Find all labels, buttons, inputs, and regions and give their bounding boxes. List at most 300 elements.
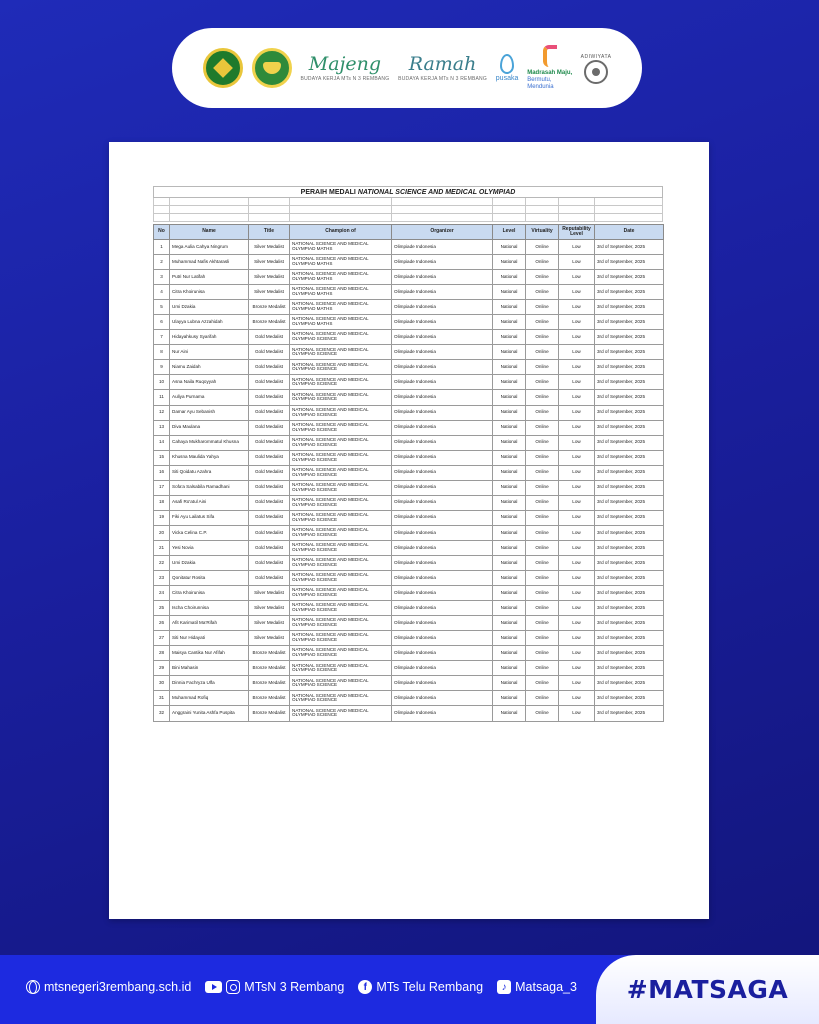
table-cell: Low xyxy=(559,706,595,721)
table-cell: National xyxy=(493,300,526,315)
table-header-row xyxy=(154,225,664,240)
table-cell: Siti Nur Hidayati xyxy=(170,631,249,646)
table-cell: Low xyxy=(559,285,595,300)
table-cell: 3rd of September, 2025 xyxy=(595,601,664,616)
table-cell: Anggraini Yunita Ashfa Puspita xyxy=(170,706,249,721)
table-cell: 3rd of September, 2025 xyxy=(595,465,664,480)
table-cell: Cahaya Mukharommatul Khusna xyxy=(170,435,249,450)
table-cell: 26 xyxy=(154,616,170,631)
table-cell: National xyxy=(493,540,526,555)
table-cell: Low xyxy=(559,691,595,706)
table-row xyxy=(154,405,664,420)
facebook-icon: f xyxy=(358,980,372,994)
table-cell: 14 xyxy=(154,435,170,450)
table-cell: 3rd of September, 2025 xyxy=(595,676,664,691)
table-cell: National xyxy=(493,646,526,661)
table-cell: National xyxy=(493,285,526,300)
table-cell: 3rd of September, 2025 xyxy=(595,255,664,270)
table-cell: Low xyxy=(559,345,595,360)
table-cell: Ulayya Lubna Azzahidah xyxy=(170,315,249,330)
table-cell: NATIONAL SCIENCE AND MEDICAL OLYMPIAD SCIENCE xyxy=(290,345,392,360)
table-cell: NATIONAL SCIENCE AND MEDICAL OLYMPIAD SCIENCE xyxy=(290,420,392,435)
table-cell: 4 xyxy=(154,285,170,300)
table-cell: Olimpiade Indonesia xyxy=(392,360,493,375)
table-cell: National xyxy=(493,555,526,570)
logo-banner xyxy=(172,28,642,108)
table-cell: Low xyxy=(559,480,595,495)
table-cell: 32 xyxy=(154,706,170,721)
table-cell: National xyxy=(493,495,526,510)
table-cell: National xyxy=(493,571,526,586)
table-cell: 3rd of September, 2025 xyxy=(595,390,664,405)
table-cell: Bronze Medalist xyxy=(249,661,290,676)
table-cell: Gold Medalist xyxy=(249,435,290,450)
table-cell: Maisya Cantika Nur Afifah xyxy=(170,646,249,661)
table-cell: 30 xyxy=(154,676,170,691)
table-row xyxy=(154,360,664,375)
table-cell: Silver Medalist xyxy=(249,616,290,631)
table-cell: National xyxy=(493,691,526,706)
table-cell: 3rd of September, 2025 xyxy=(595,330,664,345)
globe-icon xyxy=(26,980,40,994)
table-cell: NATIONAL SCIENCE AND MEDICAL OLYMPIAD SCIENCE xyxy=(290,480,392,495)
table-cell: NATIONAL SCIENCE AND MEDICAL OLYMPIAD SCIENCE xyxy=(290,706,392,721)
pusaka-logo: pusaka xyxy=(496,54,519,82)
table-cell: Bronze Medalist xyxy=(249,315,290,330)
table-cell: 29 xyxy=(154,661,170,676)
table-cell: National xyxy=(493,270,526,285)
table-cell: Online xyxy=(526,435,559,450)
table-cell: NATIONAL SCIENCE AND MEDICAL OLYMPIAD MATHS xyxy=(290,315,392,330)
tiktok-link[interactable] xyxy=(497,980,577,994)
table-cell: Hidayahkusy Syarifah xyxy=(170,330,249,345)
table-cell: 18 xyxy=(154,495,170,510)
table-row xyxy=(154,255,664,270)
table-cell: Ischa Choirunnisa xyxy=(170,601,249,616)
table-cell: NATIONAL SCIENCE AND MEDICAL OLYMPIAD MATHS xyxy=(290,255,392,270)
table-cell: Online xyxy=(526,375,559,390)
table-cell: NATIONAL SCIENCE AND MEDICAL OLYMPIAD SCIENCE xyxy=(290,676,392,691)
table-cell: Siti Qoidatu Azahra xyxy=(170,465,249,480)
table-cell: 3rd of September, 2025 xyxy=(595,360,664,375)
table-cell: Low xyxy=(559,631,595,646)
table-cell: NATIONAL SCIENCE AND MEDICAL OLYMPIAD SCIENCE xyxy=(290,435,392,450)
table-cell: 8 xyxy=(154,345,170,360)
column-header: Virtuality xyxy=(526,225,559,240)
table-row xyxy=(154,315,664,330)
table-cell: National xyxy=(493,435,526,450)
table-row xyxy=(154,300,664,315)
tiktok-icon: ♪ xyxy=(497,980,511,994)
swirl-icon xyxy=(543,45,557,67)
table-cell: Low xyxy=(559,360,595,375)
table-cell: Gold Medalist xyxy=(249,420,290,435)
table-cell: 7 xyxy=(154,330,170,345)
table-row xyxy=(154,240,664,255)
table-cell: NATIONAL SCIENCE AND MEDICAL OLYMPIAD SCIENCE xyxy=(290,405,392,420)
table-cell: Silver Medalist xyxy=(249,601,290,616)
table-cell: Low xyxy=(559,586,595,601)
table-cell: Gold Medalist xyxy=(249,375,290,390)
table-row xyxy=(154,270,664,285)
table-cell: Olimpiade Indonesia xyxy=(392,676,493,691)
table-cell: NATIONAL SCIENCE AND MEDICAL OLYMPIAD MATHS xyxy=(290,240,392,255)
website-link[interactable] xyxy=(26,980,191,994)
table-cell: Afit Karimatil Ma'Rifah xyxy=(170,616,249,631)
table-cell: Olimpiade Indonesia xyxy=(392,255,493,270)
table-cell: NATIONAL SCIENCE AND MEDICAL OLYMPIAD SCIENCE xyxy=(290,616,392,631)
table-cell: Online xyxy=(526,525,559,540)
table-cell: 3rd of September, 2025 xyxy=(595,571,664,586)
table-cell: Low xyxy=(559,300,595,315)
table-row xyxy=(154,330,664,345)
table-cell: Low xyxy=(559,390,595,405)
table-cell: Gold Medalist xyxy=(249,345,290,360)
table-cell: Olimpiade Indonesia xyxy=(392,616,493,631)
table-row xyxy=(154,390,664,405)
table-cell: National xyxy=(493,330,526,345)
table-cell: Bronze Medalist xyxy=(249,300,290,315)
table-cell: NATIONAL SCIENCE AND MEDICAL OLYMPIAD SCIENCE xyxy=(290,555,392,570)
table-cell: Putri Nur Latifah xyxy=(170,270,249,285)
column-header: Title xyxy=(249,225,290,240)
table-cell: Dinnia Fachryza Ulfa xyxy=(170,676,249,691)
table-cell: NATIONAL SCIENCE AND MEDICAL OLYMPIAD SCIENCE xyxy=(290,691,392,706)
table-cell: 9 xyxy=(154,360,170,375)
table-cell: Low xyxy=(559,330,595,345)
table-cell: 19 xyxy=(154,510,170,525)
table-cell: Muhammad Rofiq xyxy=(170,691,249,706)
table-cell: Online xyxy=(526,300,559,315)
blank-rows xyxy=(153,198,663,222)
table-cell: Olimpiade Indonesia xyxy=(392,691,493,706)
table-cell: 3rd of September, 2025 xyxy=(595,706,664,721)
table-cell: Low xyxy=(559,571,595,586)
table-row xyxy=(154,586,664,601)
medalists-table xyxy=(153,224,664,722)
table-cell: National xyxy=(493,706,526,721)
table-cell: Gold Medalist xyxy=(249,360,290,375)
table-row xyxy=(154,375,664,390)
table-cell: NATIONAL SCIENCE AND MEDICAL OLYMPIAD SCIENCE xyxy=(290,450,392,465)
table-cell: Online xyxy=(526,390,559,405)
table-cell: NATIONAL SCIENCE AND MEDICAL OLYMPIAD SCIENCE xyxy=(290,661,392,676)
table-cell: Gold Medalist xyxy=(249,495,290,510)
table-cell: Diva Maulana xyxy=(170,420,249,435)
table-cell: 3rd of September, 2025 xyxy=(595,540,664,555)
table-cell: Gold Medalist xyxy=(249,525,290,540)
table-cell: 3rd of September, 2025 xyxy=(595,555,664,570)
table-cell: Gold Medalist xyxy=(249,480,290,495)
table-cell: Online xyxy=(526,510,559,525)
table-cell: 20 xyxy=(154,525,170,540)
table-cell: 3rd of September, 2025 xyxy=(595,285,664,300)
table-cell: 3 xyxy=(154,270,170,285)
table-cell: NATIONAL SCIENCE AND MEDICAL OLYMPIAD MATHS xyxy=(290,285,392,300)
table-cell: Gold Medalist xyxy=(249,571,290,586)
table-cell: 27 xyxy=(154,631,170,646)
table-row xyxy=(154,691,664,706)
table-cell: Olimpiade Indonesia xyxy=(392,270,493,285)
table-row xyxy=(154,435,664,450)
table-cell: Low xyxy=(559,255,595,270)
table-cell: Olimpiade Indonesia xyxy=(392,601,493,616)
table-cell: Gold Medalist xyxy=(249,390,290,405)
table-cell: 11 xyxy=(154,390,170,405)
table-cell: 3rd of September, 2025 xyxy=(595,616,664,631)
table-cell: National xyxy=(493,405,526,420)
table-cell: 6 xyxy=(154,315,170,330)
table-cell: NATIONAL SCIENCE AND MEDICAL OLYMPIAD SCIENCE xyxy=(290,465,392,480)
table-cell: NATIONAL SCIENCE AND MEDICAL OLYMPIAD MATHS xyxy=(290,270,392,285)
website-text: mtsnegeri3rembang.sch.id xyxy=(44,980,192,994)
table-cell: Low xyxy=(559,315,595,330)
table-row xyxy=(154,646,664,661)
table-cell: Low xyxy=(559,540,595,555)
table-cell: Low xyxy=(559,270,595,285)
table-cell: National xyxy=(493,255,526,270)
table-cell: Online xyxy=(526,345,559,360)
table-cell: Bronze Medalist xyxy=(249,646,290,661)
table-cell: NATIONAL SCIENCE AND MEDICAL OLYMPIAD MATHS xyxy=(290,300,392,315)
table-cell: Low xyxy=(559,525,595,540)
table-cell: NATIONAL SCIENCE AND MEDICAL OLYMPIAD SCIENCE xyxy=(290,631,392,646)
table-cell: 3rd of September, 2025 xyxy=(595,525,664,540)
footer-links xyxy=(26,975,577,999)
majeng-logo: Majeng BUDAYA KERJA MTs N 3 REMBANG xyxy=(300,52,390,82)
table-cell: Gold Medalist xyxy=(249,405,290,420)
table-cell: NATIONAL SCIENCE AND MEDICAL OLYMPIAD SCIENCE xyxy=(290,510,392,525)
table-cell: NATIONAL SCIENCE AND MEDICAL OLYMPIAD SCIENCE xyxy=(290,571,392,586)
table-cell: Online xyxy=(526,360,559,375)
table-cell: National xyxy=(493,616,526,631)
table-cell: Olimpiade Indonesia xyxy=(392,240,493,255)
table-cell: Low xyxy=(559,601,595,616)
table-cell: Online xyxy=(526,601,559,616)
table-cell: 23 xyxy=(154,571,170,586)
kemenag-logo xyxy=(203,48,243,88)
table-cell: Olimpiade Indonesia xyxy=(392,465,493,480)
table-cell: 3rd of September, 2025 xyxy=(595,510,664,525)
table-cell: 17 xyxy=(154,480,170,495)
table-cell: Olimpiade Indonesia xyxy=(392,330,493,345)
table-cell: 3rd of September, 2025 xyxy=(595,240,664,255)
table-cell: Yesi Novia xyxy=(170,540,249,555)
table-row xyxy=(154,465,664,480)
table-cell: Silver Medalist xyxy=(249,631,290,646)
column-header: Level xyxy=(493,225,526,240)
youtube-icon xyxy=(205,981,222,993)
table-cell: National xyxy=(493,240,526,255)
youtube-instagram-link[interactable] xyxy=(205,980,344,994)
table-cell: Olimpiade Indonesia xyxy=(392,555,493,570)
column-header: Champion of xyxy=(290,225,392,240)
table-cell: National xyxy=(493,525,526,540)
table-cell: Mega Aulia Cahya Ningrum xyxy=(170,240,249,255)
table-cell: Online xyxy=(526,255,559,270)
table-cell: Low xyxy=(559,465,595,480)
table-cell: Olimpiade Indonesia xyxy=(392,540,493,555)
table-cell: Low xyxy=(559,375,595,390)
table-cell: National xyxy=(493,480,526,495)
table-cell: Olimpiade Indonesia xyxy=(392,706,493,721)
table-cell: Olimpiade Indonesia xyxy=(392,375,493,390)
drop-icon xyxy=(500,54,514,74)
table-cell: NATIONAL SCIENCE AND MEDICAL OLYMPIAD SCIENCE xyxy=(290,601,392,616)
table-cell: 3rd of September, 2025 xyxy=(595,631,664,646)
table-cell: 3rd of September, 2025 xyxy=(595,270,664,285)
table-cell: Online xyxy=(526,691,559,706)
table-cell: Low xyxy=(559,510,595,525)
table-row xyxy=(154,450,664,465)
table-cell: Online xyxy=(526,270,559,285)
table-cell: National xyxy=(493,586,526,601)
table-cell: Fiki Ayu Lailatus Sifa xyxy=(170,510,249,525)
table-cell: Online xyxy=(526,631,559,646)
table-cell: Olimpiade Indonesia xyxy=(392,405,493,420)
table-cell: 10 xyxy=(154,375,170,390)
table-row xyxy=(154,510,664,525)
ramah-logo: Ramah BUDAYA KERJA MTs N 3 REMBANG xyxy=(398,52,487,82)
table-cell: NATIONAL SCIENCE AND MEDICAL OLYMPIAD SCIENCE xyxy=(290,646,392,661)
table-cell: Olimpiade Indonesia xyxy=(392,631,493,646)
table-cell: NATIONAL SCIENCE AND MEDICAL OLYMPIAD SCIENCE xyxy=(290,525,392,540)
table-cell: Online xyxy=(526,450,559,465)
table-cell: Low xyxy=(559,405,595,420)
table-cell: Online xyxy=(526,465,559,480)
table-cell: Olimpiade Indonesia xyxy=(392,435,493,450)
table-cell: NATIONAL SCIENCE AND MEDICAL OLYMPIAD SCIENCE xyxy=(290,390,392,405)
table-cell: 3rd of September, 2025 xyxy=(595,646,664,661)
table-cell: Silver Medalist xyxy=(249,255,290,270)
table-row xyxy=(154,616,664,631)
document-sheet xyxy=(109,142,709,919)
table-row xyxy=(154,285,664,300)
hashtag-label: #MATSAGA xyxy=(626,975,789,1004)
table-cell: 3rd of September, 2025 xyxy=(595,691,664,706)
table-cell: Olimpiade Indonesia xyxy=(392,420,493,435)
table-cell: Gold Medalist xyxy=(249,330,290,345)
table-cell: Bini Mahasin xyxy=(170,661,249,676)
table-cell: Nur Aini xyxy=(170,345,249,360)
table-cell: Asafi Ro'atul Aini xyxy=(170,495,249,510)
table-cell: Bronze Medalist xyxy=(249,691,290,706)
school-logo xyxy=(252,48,292,88)
table-cell: Online xyxy=(526,480,559,495)
table-cell: Low xyxy=(559,616,595,631)
column-header: Organizer xyxy=(392,225,493,240)
table-cell: 1 xyxy=(154,240,170,255)
table-cell: Gold Medalist xyxy=(249,450,290,465)
table-cell: Citra Khoirunisa xyxy=(170,285,249,300)
table-cell: 12 xyxy=(154,405,170,420)
table-cell: Niamu Zaidah xyxy=(170,360,249,375)
table-cell: National xyxy=(493,390,526,405)
table-cell: National xyxy=(493,676,526,691)
table-cell: Damar Ayu Sebanish xyxy=(170,405,249,420)
table-cell: 3rd of September, 2025 xyxy=(595,300,664,315)
table-cell: Low xyxy=(559,646,595,661)
table-cell: Low xyxy=(559,676,595,691)
table-cell: Online xyxy=(526,555,559,570)
table-row xyxy=(154,345,664,360)
table-cell: Online xyxy=(526,586,559,601)
table-cell: 16 xyxy=(154,465,170,480)
table-cell: Low xyxy=(559,661,595,676)
table-cell: 31 xyxy=(154,691,170,706)
table-cell: Online xyxy=(526,571,559,586)
table-row xyxy=(154,525,664,540)
table-title: PERAIH MEDALI NATIONAL SCIENCE AND MEDICAL OLYMPIAD xyxy=(153,186,663,198)
table-cell: 3rd of September, 2025 xyxy=(595,405,664,420)
table-cell: Olimpiade Indonesia xyxy=(392,495,493,510)
table-cell: Online xyxy=(526,240,559,255)
table-cell: Olimpiade Indonesia xyxy=(392,571,493,586)
table-cell: Olimpiade Indonesia xyxy=(392,646,493,661)
table-cell: Silver Medalist xyxy=(249,270,290,285)
table-cell: Low xyxy=(559,435,595,450)
table-cell: Olimpiade Indonesia xyxy=(392,315,493,330)
table-cell: Silver Medalist xyxy=(249,285,290,300)
table-cell: NATIONAL SCIENCE AND MEDICAL OLYMPIAD SCIENCE xyxy=(290,330,392,345)
table-cell: Gold Medalist xyxy=(249,510,290,525)
table-cell: Online xyxy=(526,315,559,330)
table-cell: Muhammad Nafis Akhtarasli xyxy=(170,255,249,270)
table-cell: Low xyxy=(559,495,595,510)
table-cell: 3rd of September, 2025 xyxy=(595,420,664,435)
table-cell: National xyxy=(493,360,526,375)
tiktok-text: Matsaga_3 xyxy=(515,980,577,994)
table-cell: Low xyxy=(559,240,595,255)
column-header: Name xyxy=(170,225,249,240)
table-cell: Qonitatur Rosita xyxy=(170,571,249,586)
table-cell: National xyxy=(493,631,526,646)
table-cell: Sofa'a Salsabila Ramadhani xyxy=(170,480,249,495)
table-row xyxy=(154,495,664,510)
table-cell: National xyxy=(493,375,526,390)
adiwiyata-logo: ADIWIYATA xyxy=(581,51,611,85)
table-cell: NATIONAL SCIENCE AND MEDICAL OLYMPIAD SCIENCE xyxy=(290,375,392,390)
table-cell: Online xyxy=(526,676,559,691)
table-row xyxy=(154,661,664,676)
table-cell: Online xyxy=(526,661,559,676)
table-cell: Low xyxy=(559,555,595,570)
table-cell: Olimpiade Indonesia xyxy=(392,586,493,601)
youtube-instagram-text: MTsN 3 Rembang xyxy=(244,980,345,994)
table-cell: 15 xyxy=(154,450,170,465)
table-cell: Silver Medalist xyxy=(249,586,290,601)
table-cell: Silver Medalist xyxy=(249,240,290,255)
table-cell: National xyxy=(493,661,526,676)
table-cell: Gold Medalist xyxy=(249,540,290,555)
table-cell: National xyxy=(493,510,526,525)
table-cell: 3rd of September, 2025 xyxy=(595,661,664,676)
table-cell: Olimpiade Indonesia xyxy=(392,525,493,540)
table-cell: 24 xyxy=(154,586,170,601)
table-cell: Umi Dzakia xyxy=(170,300,249,315)
column-header: Date xyxy=(595,225,664,240)
table-cell: 3rd of September, 2025 xyxy=(595,480,664,495)
table-cell: 3rd of September, 2025 xyxy=(595,435,664,450)
facebook-link[interactable] xyxy=(358,980,483,994)
table-cell: Bronze Medalist xyxy=(249,706,290,721)
table-cell: NATIONAL SCIENCE AND MEDICAL OLYMPIAD SCIENCE xyxy=(290,495,392,510)
table-row xyxy=(154,706,664,721)
table-cell: Gold Medalist xyxy=(249,465,290,480)
table-cell: 3rd of September, 2025 xyxy=(595,450,664,465)
table-cell: Umi Dzakia xyxy=(170,555,249,570)
table-cell: Low xyxy=(559,420,595,435)
